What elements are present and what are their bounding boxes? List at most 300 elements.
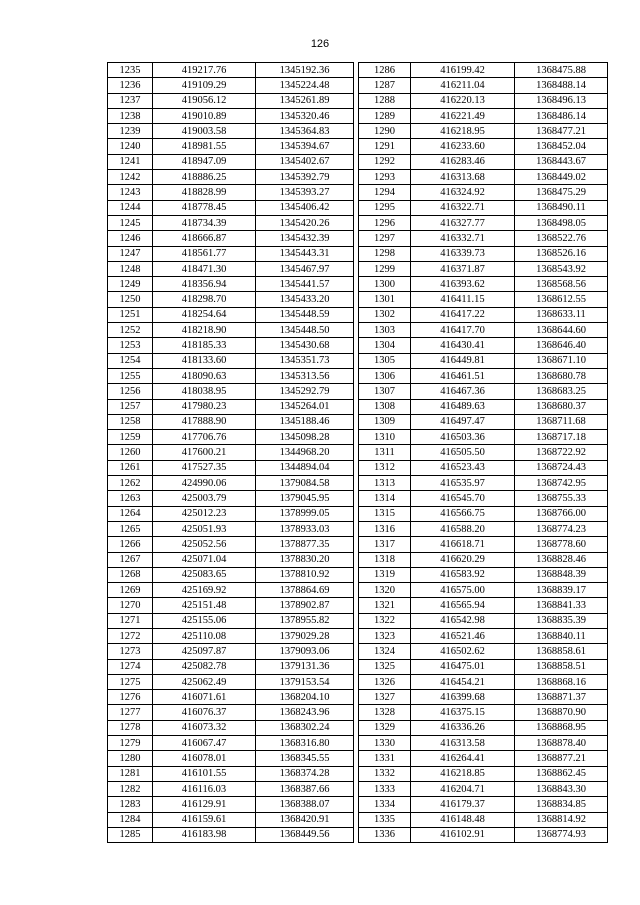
y-coordinate-cell: 1368839.17 [515, 583, 608, 598]
y-coordinate-cell: 1368858.61 [515, 644, 608, 659]
table-row [108, 215, 354, 230]
y-coordinate-cell: 1345467.97 [256, 261, 354, 276]
point-number-cell: 1240 [108, 139, 153, 154]
x-coordinate-cell: 418254.64 [153, 307, 256, 322]
x-coordinate-cell: 416102.91 [411, 827, 515, 842]
point-number-cell: 1281 [108, 766, 153, 781]
x-coordinate-cell: 416505.50 [411, 445, 515, 460]
table-row [359, 185, 608, 200]
y-coordinate-cell: 1368522.76 [515, 231, 608, 246]
table-row [359, 200, 608, 215]
table-row [359, 307, 608, 322]
y-coordinate-cell: 1368766.00 [515, 506, 608, 521]
table-row [359, 78, 608, 93]
y-coordinate-cell: 1345192.36 [256, 63, 354, 78]
y-coordinate-cell: 1368443.67 [515, 154, 608, 169]
y-coordinate-cell: 1368843.30 [515, 781, 608, 796]
y-coordinate-cell: 1378902.87 [256, 598, 354, 613]
x-coordinate-cell: 418218.90 [153, 323, 256, 338]
x-coordinate-cell: 416264.41 [411, 751, 515, 766]
x-coordinate-cell: 424990.06 [153, 476, 256, 491]
table-row [108, 567, 354, 582]
table-row [108, 399, 354, 414]
y-coordinate-cell: 1379093.06 [256, 644, 354, 659]
table-row [108, 124, 354, 139]
table-row [359, 292, 608, 307]
y-coordinate-cell: 1344894.04 [256, 460, 354, 475]
point-number-cell: 1243 [108, 185, 153, 200]
table-row [108, 827, 354, 842]
point-number-cell: 1242 [108, 170, 153, 185]
y-coordinate-cell: 1368302.24 [256, 720, 354, 735]
x-coordinate-cell: 425052.56 [153, 537, 256, 552]
point-number-cell: 1266 [108, 537, 153, 552]
x-coordinate-cell: 425051.93 [153, 521, 256, 536]
x-coordinate-cell: 418038.95 [153, 384, 256, 399]
x-coordinate-cell: 416545.70 [411, 491, 515, 506]
y-coordinate-cell: 1368420.91 [256, 812, 354, 827]
y-coordinate-cell: 1368486.14 [515, 108, 608, 123]
point-number-cell: 1331 [359, 751, 411, 766]
y-coordinate-cell: 1368868.16 [515, 674, 608, 689]
x-coordinate-cell: 416393.62 [411, 277, 515, 292]
point-number-cell: 1328 [359, 705, 411, 720]
point-number-cell: 1325 [359, 659, 411, 674]
table-row [359, 170, 608, 185]
point-number-cell: 1264 [108, 506, 153, 521]
point-number-cell: 1286 [359, 63, 411, 78]
x-coordinate-cell: 416313.58 [411, 736, 515, 751]
table-row [108, 414, 354, 429]
point-number-cell: 1263 [108, 491, 153, 506]
table-row [359, 277, 608, 292]
x-coordinate-cell: 416371.87 [411, 261, 515, 276]
y-coordinate-cell: 1368722.92 [515, 445, 608, 460]
point-number-cell: 1319 [359, 567, 411, 582]
x-coordinate-cell: 416336.26 [411, 720, 515, 735]
y-coordinate-cell: 1378933.03 [256, 521, 354, 536]
x-coordinate-cell: 416417.70 [411, 323, 515, 338]
point-number-cell: 1251 [108, 307, 153, 322]
x-coordinate-cell: 416588.20 [411, 521, 515, 536]
table-row [108, 154, 354, 169]
point-number-cell: 1238 [108, 108, 153, 123]
x-coordinate-cell: 416575.00 [411, 583, 515, 598]
x-coordinate-cell: 416324.92 [411, 185, 515, 200]
y-coordinate-cell: 1378955.82 [256, 613, 354, 628]
y-coordinate-cell: 1368316.80 [256, 736, 354, 751]
point-number-cell: 1292 [359, 154, 411, 169]
y-coordinate-cell: 1345264.01 [256, 399, 354, 414]
point-number-cell: 1313 [359, 476, 411, 491]
point-number-cell: 1272 [108, 628, 153, 643]
coordinates-table-left [107, 62, 354, 843]
y-coordinate-cell: 1368870.90 [515, 705, 608, 720]
x-coordinate-cell: 418185.33 [153, 338, 256, 353]
x-coordinate-cell: 417706.76 [153, 430, 256, 445]
point-number-cell: 1301 [359, 292, 411, 307]
table-row [359, 368, 608, 383]
y-coordinate-cell: 1368496.13 [515, 93, 608, 108]
y-coordinate-cell: 1368774.23 [515, 521, 608, 536]
y-coordinate-cell: 1378864.69 [256, 583, 354, 598]
point-number-cell: 1236 [108, 78, 153, 93]
table-row [108, 491, 354, 506]
y-coordinate-cell: 1345320.46 [256, 108, 354, 123]
table-row [359, 323, 608, 338]
table-row [108, 781, 354, 796]
table-row [359, 644, 608, 659]
point-number-cell: 1239 [108, 124, 153, 139]
x-coordinate-cell: 416078.01 [153, 751, 256, 766]
point-number-cell: 1307 [359, 384, 411, 399]
x-coordinate-cell: 419003.58 [153, 124, 256, 139]
y-coordinate-cell: 1368858.51 [515, 659, 608, 674]
table-row [359, 736, 608, 751]
y-coordinate-cell: 1345402.67 [256, 154, 354, 169]
table-row [108, 598, 354, 613]
y-coordinate-cell: 1368345.55 [256, 751, 354, 766]
table-row [359, 613, 608, 628]
point-number-cell: 1261 [108, 460, 153, 475]
point-number-cell: 1332 [359, 766, 411, 781]
y-coordinate-cell: 1368204.10 [256, 690, 354, 705]
point-number-cell: 1273 [108, 644, 153, 659]
y-coordinate-cell: 1368374.28 [256, 766, 354, 781]
x-coordinate-cell: 416502.62 [411, 644, 515, 659]
y-coordinate-cell: 1368680.78 [515, 368, 608, 383]
x-coordinate-cell: 425110.08 [153, 628, 256, 643]
y-coordinate-cell: 1379131.36 [256, 659, 354, 674]
x-coordinate-cell: 425169.92 [153, 583, 256, 598]
point-number-cell: 1310 [359, 430, 411, 445]
x-coordinate-cell: 416523.43 [411, 460, 515, 475]
x-coordinate-cell: 416375.15 [411, 705, 515, 720]
table-row [359, 537, 608, 552]
point-number-cell: 1300 [359, 277, 411, 292]
point-number-cell: 1241 [108, 154, 153, 169]
y-coordinate-cell: 1368644.60 [515, 323, 608, 338]
y-coordinate-cell: 1345430.68 [256, 338, 354, 353]
y-coordinate-cell: 1368778.60 [515, 537, 608, 552]
table-row [108, 583, 354, 598]
y-coordinate-cell: 1368814.92 [515, 812, 608, 827]
x-coordinate-cell: 418886.25 [153, 170, 256, 185]
y-coordinate-cell: 1345313.56 [256, 368, 354, 383]
x-coordinate-cell: 417888.90 [153, 414, 256, 429]
point-number-cell: 1255 [108, 368, 153, 383]
table-row [359, 261, 608, 276]
y-coordinate-cell: 1368680.37 [515, 399, 608, 414]
y-coordinate-cell: 1345433.20 [256, 292, 354, 307]
table-row [359, 384, 608, 399]
point-number-cell: 1285 [108, 827, 153, 842]
table-row [359, 705, 608, 720]
point-number-cell: 1305 [359, 353, 411, 368]
table-row [359, 674, 608, 689]
point-number-cell: 1315 [359, 506, 411, 521]
x-coordinate-cell: 425082.78 [153, 659, 256, 674]
table-row [359, 583, 608, 598]
y-coordinate-cell: 1368868.95 [515, 720, 608, 735]
table-row [359, 766, 608, 781]
x-coordinate-cell: 416211.04 [411, 78, 515, 93]
y-coordinate-cell: 1368475.88 [515, 63, 608, 78]
x-coordinate-cell: 416497.47 [411, 414, 515, 429]
point-number-cell: 1302 [359, 307, 411, 322]
page-number: 126 [310, 38, 330, 50]
point-number-cell: 1277 [108, 705, 153, 720]
point-number-cell: 1291 [359, 139, 411, 154]
point-number-cell: 1271 [108, 613, 153, 628]
x-coordinate-cell: 416101.55 [153, 766, 256, 781]
table-row [108, 277, 354, 292]
point-number-cell: 1278 [108, 720, 153, 735]
y-coordinate-cell: 1345420.26 [256, 215, 354, 230]
x-coordinate-cell: 416411.15 [411, 292, 515, 307]
x-coordinate-cell: 416283.46 [411, 154, 515, 169]
table-row [359, 552, 608, 567]
table-row [359, 690, 608, 705]
point-number-cell: 1297 [359, 231, 411, 246]
table-row [359, 812, 608, 827]
table-row [359, 751, 608, 766]
x-coordinate-cell: 416399.68 [411, 690, 515, 705]
y-coordinate-cell: 1368774.93 [515, 827, 608, 842]
table-row [359, 139, 608, 154]
y-coordinate-cell: 1345443.31 [256, 246, 354, 261]
x-coordinate-cell: 416071.61 [153, 690, 256, 705]
x-coordinate-cell: 425151.48 [153, 598, 256, 613]
x-coordinate-cell: 416322.71 [411, 200, 515, 215]
x-coordinate-cell: 416565.94 [411, 598, 515, 613]
x-coordinate-cell: 416566.75 [411, 506, 515, 521]
table-row [108, 368, 354, 383]
point-number-cell: 1268 [108, 567, 153, 582]
x-coordinate-cell: 418828.99 [153, 185, 256, 200]
table-row [108, 690, 354, 705]
y-coordinate-cell: 1368828.46 [515, 552, 608, 567]
x-coordinate-cell: 416159.61 [153, 812, 256, 827]
table-row [108, 139, 354, 154]
table-row [359, 124, 608, 139]
y-coordinate-cell: 1368683.25 [515, 384, 608, 399]
point-number-cell: 1244 [108, 200, 153, 215]
point-number-cell: 1309 [359, 414, 411, 429]
table-row [359, 659, 608, 674]
point-number-cell: 1316 [359, 521, 411, 536]
table-row [359, 108, 608, 123]
y-coordinate-cell: 1368671.10 [515, 353, 608, 368]
point-number-cell: 1257 [108, 399, 153, 414]
y-coordinate-cell: 1368388.07 [256, 797, 354, 812]
y-coordinate-cell: 1368612.55 [515, 292, 608, 307]
point-number-cell: 1287 [359, 78, 411, 93]
point-number-cell: 1317 [359, 537, 411, 552]
point-number-cell: 1246 [108, 231, 153, 246]
table-row [359, 430, 608, 445]
point-number-cell: 1322 [359, 613, 411, 628]
point-number-cell: 1329 [359, 720, 411, 735]
table-row [108, 261, 354, 276]
point-number-cell: 1252 [108, 323, 153, 338]
y-coordinate-cell: 1345364.83 [256, 124, 354, 139]
point-number-cell: 1254 [108, 353, 153, 368]
y-coordinate-cell: 1345261.89 [256, 93, 354, 108]
y-coordinate-cell: 1368841.33 [515, 598, 608, 613]
table-row [359, 215, 608, 230]
x-coordinate-cell: 416430.41 [411, 338, 515, 353]
x-coordinate-cell: 417600.21 [153, 445, 256, 460]
y-coordinate-cell: 1368834.85 [515, 797, 608, 812]
y-coordinate-cell: 1368711.68 [515, 414, 608, 429]
table-row [359, 445, 608, 460]
x-coordinate-cell: 425012.23 [153, 506, 256, 521]
table-row [108, 78, 354, 93]
point-number-cell: 1290 [359, 124, 411, 139]
table-row [108, 460, 354, 475]
table-row [359, 628, 608, 643]
x-coordinate-cell: 417980.23 [153, 399, 256, 414]
y-coordinate-cell: 1378810.92 [256, 567, 354, 582]
x-coordinate-cell: 419056.12 [153, 93, 256, 108]
y-coordinate-cell: 1368646.40 [515, 338, 608, 353]
table-row [359, 414, 608, 429]
table-row [108, 246, 354, 261]
y-coordinate-cell: 1368243.96 [256, 705, 354, 720]
table-row [108, 751, 354, 766]
table-row [108, 200, 354, 215]
x-coordinate-cell: 418561.77 [153, 246, 256, 261]
point-number-cell: 1320 [359, 583, 411, 598]
x-coordinate-cell: 418734.39 [153, 215, 256, 230]
x-coordinate-cell: 416116.03 [153, 781, 256, 796]
y-coordinate-cell: 1345441.57 [256, 277, 354, 292]
y-coordinate-cell: 1368835.39 [515, 613, 608, 628]
y-coordinate-cell: 1368633.11 [515, 307, 608, 322]
y-coordinate-cell: 1368475.29 [515, 185, 608, 200]
x-coordinate-cell: 416221.49 [411, 108, 515, 123]
table-row [359, 93, 608, 108]
y-coordinate-cell: 1379153.54 [256, 674, 354, 689]
y-coordinate-cell: 1368488.14 [515, 78, 608, 93]
point-number-cell: 1294 [359, 185, 411, 200]
point-number-cell: 1335 [359, 812, 411, 827]
table-row [108, 108, 354, 123]
table-row [359, 781, 608, 796]
table-row [359, 598, 608, 613]
y-coordinate-cell: 1345448.59 [256, 307, 354, 322]
point-number-cell: 1247 [108, 246, 153, 261]
x-coordinate-cell: 418947.09 [153, 154, 256, 169]
table-row [108, 720, 354, 735]
table-row [108, 93, 354, 108]
y-coordinate-cell: 1345098.28 [256, 430, 354, 445]
point-number-cell: 1298 [359, 246, 411, 261]
point-number-cell: 1274 [108, 659, 153, 674]
point-number-cell: 1235 [108, 63, 153, 78]
point-number-cell: 1333 [359, 781, 411, 796]
x-coordinate-cell: 416475.01 [411, 659, 515, 674]
point-number-cell: 1330 [359, 736, 411, 751]
x-coordinate-cell: 425097.87 [153, 644, 256, 659]
point-number-cell: 1259 [108, 430, 153, 445]
table-row [108, 506, 354, 521]
x-coordinate-cell: 425062.49 [153, 674, 256, 689]
x-coordinate-cell: 416489.63 [411, 399, 515, 414]
y-coordinate-cell: 1368848.39 [515, 567, 608, 582]
table-row [108, 323, 354, 338]
table-row [359, 797, 608, 812]
table-row [108, 736, 354, 751]
x-coordinate-cell: 416067.47 [153, 736, 256, 751]
x-coordinate-cell: 416542.98 [411, 613, 515, 628]
y-coordinate-cell: 1368724.43 [515, 460, 608, 475]
y-coordinate-cell: 1368871.37 [515, 690, 608, 705]
x-coordinate-cell: 418778.45 [153, 200, 256, 215]
x-coordinate-cell: 416618.71 [411, 537, 515, 552]
point-number-cell: 1304 [359, 338, 411, 353]
x-coordinate-cell: 418133.60 [153, 353, 256, 368]
y-coordinate-cell: 1368568.56 [515, 277, 608, 292]
x-coordinate-cell: 417527.35 [153, 460, 256, 475]
point-number-cell: 1306 [359, 368, 411, 383]
x-coordinate-cell: 418471.30 [153, 261, 256, 276]
point-number-cell: 1270 [108, 598, 153, 613]
table-row [108, 292, 354, 307]
x-coordinate-cell: 416129.91 [153, 797, 256, 812]
x-coordinate-cell: 419217.76 [153, 63, 256, 78]
point-number-cell: 1303 [359, 323, 411, 338]
table-row [108, 185, 354, 200]
y-coordinate-cell: 1368878.40 [515, 736, 608, 751]
point-number-cell: 1280 [108, 751, 153, 766]
x-coordinate-cell: 416076.37 [153, 705, 256, 720]
point-number-cell: 1279 [108, 736, 153, 751]
x-coordinate-cell: 416073.32 [153, 720, 256, 735]
point-number-cell: 1260 [108, 445, 153, 460]
y-coordinate-cell: 1368526.16 [515, 246, 608, 261]
x-coordinate-cell: 425083.65 [153, 567, 256, 582]
table-row [108, 170, 354, 185]
y-coordinate-cell: 1368840.11 [515, 628, 608, 643]
table-row [359, 246, 608, 261]
point-number-cell: 1318 [359, 552, 411, 567]
x-coordinate-cell: 416620.29 [411, 552, 515, 567]
y-coordinate-cell: 1345394.67 [256, 139, 354, 154]
x-coordinate-cell: 419010.89 [153, 108, 256, 123]
table-row [108, 705, 354, 720]
table-row [108, 659, 354, 674]
y-coordinate-cell: 1344968.20 [256, 445, 354, 460]
x-coordinate-cell: 416461.51 [411, 368, 515, 383]
y-coordinate-cell: 1345432.39 [256, 231, 354, 246]
table-row [108, 63, 354, 78]
y-coordinate-cell: 1368490.11 [515, 200, 608, 215]
x-coordinate-cell: 416199.42 [411, 63, 515, 78]
x-coordinate-cell: 416218.95 [411, 124, 515, 139]
y-coordinate-cell: 1368742.95 [515, 476, 608, 491]
point-number-cell: 1334 [359, 797, 411, 812]
y-coordinate-cell: 1345188.46 [256, 414, 354, 429]
y-coordinate-cell: 1345224.48 [256, 78, 354, 93]
point-number-cell: 1327 [359, 690, 411, 705]
table-row [108, 353, 354, 368]
point-number-cell: 1323 [359, 628, 411, 643]
point-number-cell: 1293 [359, 170, 411, 185]
table-row [359, 338, 608, 353]
table-row [108, 521, 354, 536]
